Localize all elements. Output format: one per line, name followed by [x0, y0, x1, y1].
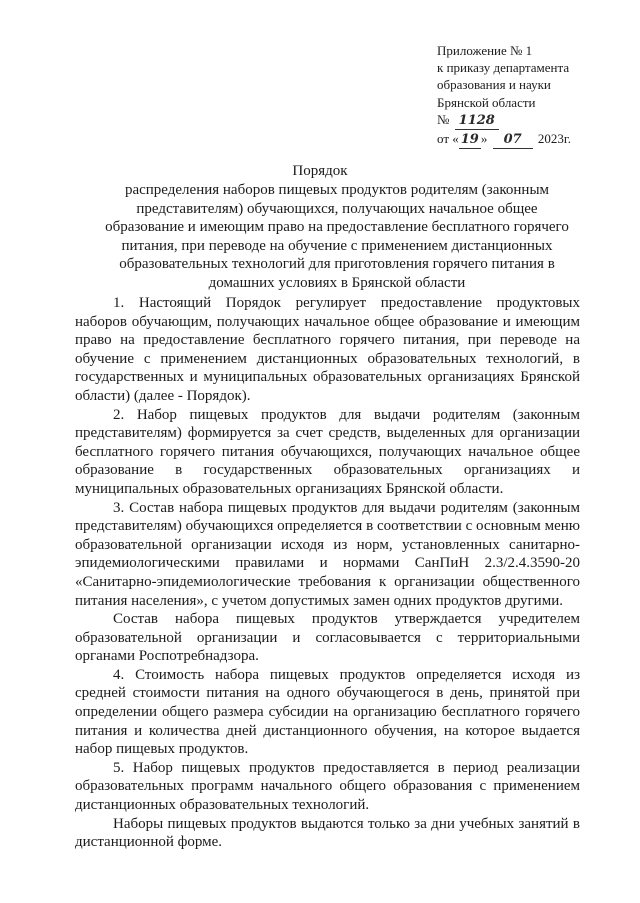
order-number-prefix: № [437, 111, 450, 127]
order-number-handwritten: 1128 [455, 112, 499, 130]
order-date-year: 2023г. [537, 131, 571, 147]
paragraph-2: 2. Набор пищевых продуктов для выдачи родителям (законным представителям) формируется за счет средств, выделенных для организации бесплатного горячего питания обучающихся, получающих начальное общее образование в государственных образовательных организациях и муниципальных образовательных организациях Брянской области. [75, 406, 580, 497]
document-subtitle: распределения наборов пищевых продуктов родителям (законным представителям) обучающихся, получающих начальное общее образование и имеющим право на предоставление бесплатного горячего питания, при переводе на обучение с применением дистанционных образовательных технологий для приготовления горячего питания в домашних условиях в Брянской области [105, 182, 569, 291]
appendix-line-2: к приказу департамента [437, 60, 570, 76]
paragraph-3-continuation: Состав набора пищевых продуктов утверждается учредителем образовательной организации и согласовывается с территориальными органами Роспотребнадзора. [75, 611, 580, 665]
document-title: Порядок [292, 163, 348, 179]
appendix-header [437, 42, 571, 149]
order-date-prefix: от « [437, 131, 459, 147]
order-number-line [437, 111, 571, 130]
document-body [75, 294, 580, 852]
paragraph-3: 3. Состав набора пищевых продуктов для выдачи родителям (законным представителям) обучающихся определяется в соответствии с основным меню образовательной организации исходя из норм, установленных санитарно-эпидемиологическими правилами и нормами СанПиН 2.3/2.4.3590-20 «Санитарно-эпидемиологические требования к организации общественного питания населения», с учетом допустимых замен одних продуктов другими. [75, 499, 580, 609]
order-date-mid: » [480, 131, 488, 147]
appendix-line-1: Приложение № 1 [437, 43, 533, 58]
paragraph-5-continuation: Наборы пищевых продуктов выдаются только за дни учебных занятий в дистанционной форме. [75, 815, 580, 851]
order-date-day: 19 [459, 131, 481, 149]
appendix-line-3: образования и науки [437, 77, 551, 93]
paragraph-4: 4. Стоимость набора пищевых продуктов определяется исходя из средней стоимости питания на одного обучающегося в день, принятой при определении общего размера субсидии на организацию бесплатного горячего питания и количества дней дистанционного обучения, на которое выдается набор пищевых продуктов. [75, 666, 580, 758]
order-date-line [437, 130, 571, 149]
appendix-line-4: Брянской области [437, 94, 536, 110]
order-date-month: 07 [493, 131, 533, 149]
paragraph-1: 1. Настоящий Порядок регулирует предоставление продуктовых наборов обучающим, получающих начальное общее образование и имеющим право на предоставление бесплатного горячего питания, при переводе на обучение с применением дистанционных образовательных технологий, в государственных и муниципальных образовательных организациях Брянской области) (далее - Порядок). [75, 295, 580, 404]
paragraph-5: 5. Набор пищевых продуктов предоставляется в период реализации образовательных программ начального общего образования с применением дистанционных образовательных технологий. [75, 759, 580, 814]
